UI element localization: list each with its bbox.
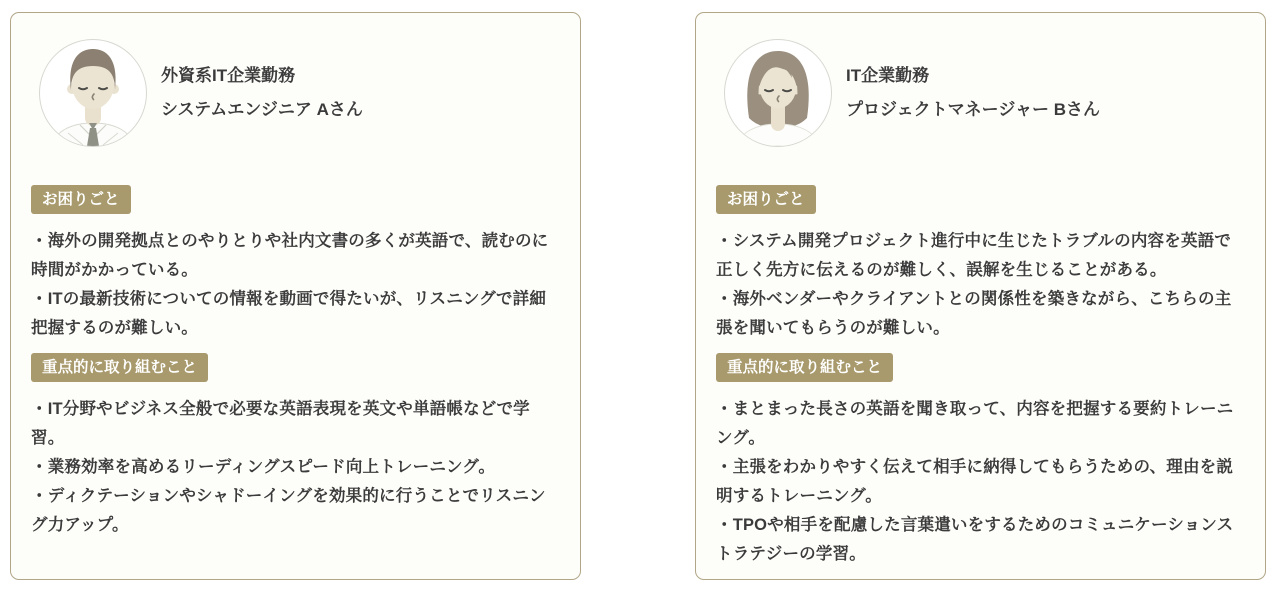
section-problems: [31, 185, 560, 343]
male-avatar: [39, 39, 147, 147]
section-label-badge: 重点的に取り組むこと: [716, 353, 893, 382]
section-focus: [716, 353, 1245, 569]
profile-title: [161, 59, 363, 127]
profile-card-b: [695, 12, 1266, 580]
profile-title: [846, 59, 1100, 127]
section-focus: [31, 353, 560, 540]
bullet-item: ・業務効率を高めるリーディングスピード向上トレーニング。: [31, 458, 496, 476]
bullet-item: ・ディクテーションやシャドーイングを効果的に行うことでリスニング力アップ。: [31, 487, 546, 534]
female-avatar-illustration: [725, 40, 831, 146]
bullet-item: ・主張をわかりやすく伝えて相手に納得してもらうための、理由を説明するトレーニング。: [716, 458, 1234, 505]
bullet-item: ・システム開発プロジェクト進行中に生じたトラブルの内容を英語で正しく先方に伝えるのが難しく、誤解を生じることがある。: [716, 232, 1232, 279]
bullet-item: ・まとまった長さの英語を聞き取って、内容を把握する要約トレーニング。: [716, 400, 1234, 447]
profile-header: [724, 39, 1245, 147]
male-avatar-illustration: [40, 40, 146, 146]
bullet-item: ・海外の開発拠点とのやりとりや社内文書の多くが英語で、読むのに時間がかかっている。: [31, 232, 549, 279]
section-label-badge: お困りごと: [716, 185, 816, 214]
bullet-item: ・IT分野やビジネス全般で必要な英語表現を英文や単語帳などで学習。: [31, 400, 530, 447]
section-label-badge: 重点的に取り組むこと: [31, 353, 208, 382]
bullet-item: ・海外ベンダーやクライアントとの関係性を築きながら、こちらの主張を聞いてもらうのが難しい。: [716, 290, 1232, 337]
profile-card-a: [10, 12, 581, 580]
section-label-badge: お困りごと: [31, 185, 131, 214]
female-avatar: [724, 39, 832, 147]
profile-header: [39, 39, 560, 147]
profile-role-name: システムエンジニア Aさん: [161, 100, 363, 119]
profile-occupation: 外資系IT企業勤務: [161, 66, 296, 85]
profile-occupation: IT企業勤務: [846, 66, 930, 85]
profile-role-name: プロジェクトマネージャー Bさん: [846, 100, 1100, 119]
bullet-item: ・ITの最新技術についての情報を動画で得たいが、リスニングで詳細把握するのが難しい。: [31, 290, 547, 337]
section-problems: [716, 185, 1245, 343]
bullet-item: ・TPOや相手を配慮した言葉遣いをするためのコミュニケーションストラテジーの学習。: [716, 516, 1234, 563]
